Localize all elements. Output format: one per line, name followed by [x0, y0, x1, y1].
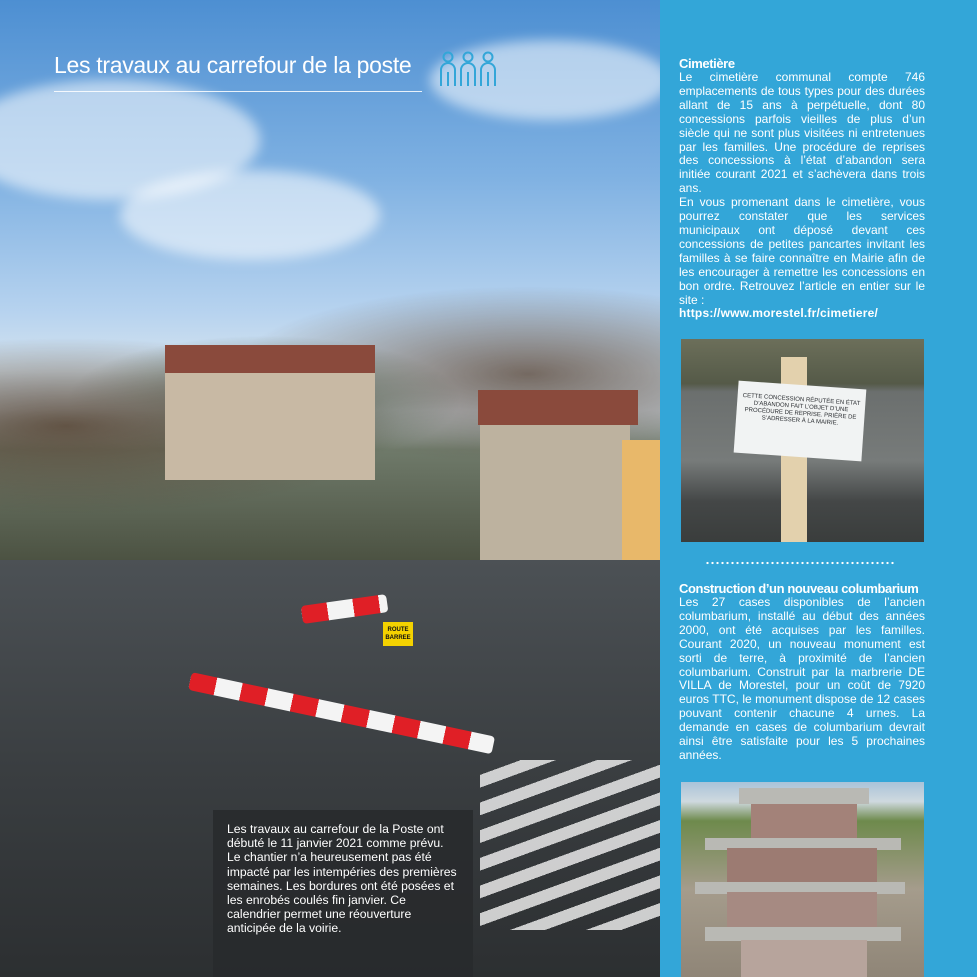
cemetery-sign-photo [681, 339, 924, 542]
columbarium-paragraph: Les 27 cases disponibles de l’ancien columbarium, installé au début des années 2000, ont été acquises par les familles. Courant 2020, un nouveau monument est sorti de terre, à proximité de l’ancien columbarium. Construit par la marbrerie DE VILLA de Morestel, pour un coût de 7920 euros TTC, le monument dispose de 12 cases pouvant contenir chacune 4 urnes. La demande en cases de columbarium devrait ainsi être satisfaite pour les 5 prochaines années. [679, 595, 925, 762]
cimetiere-url-link[interactable]: https://www.morestel.fr/cimetiere/ [679, 306, 879, 321]
people-group-icon [437, 50, 499, 88]
page-title: Les travaux au carrefour de la poste [54, 52, 422, 92]
columbarium-photo [681, 782, 924, 977]
route-barree-sign: ROUTE BARREE [383, 622, 413, 646]
abandoned-concession-sign: CETTE CONCESSION RÉPUTÉE EN ÉTAT D’ABANDON FAIT L’OBJET D’UNE PROCÉDURE DE REPRISE. PRIÈRE DE S’ADRESSER À LA MAIRIE. [734, 381, 867, 462]
cimetiere-title: Cimetière [679, 56, 735, 71]
cimetiere-section [679, 57, 925, 321]
cimetiere-paragraph-1: Le cimetière communal compte 746 emplacements de tous types pour des durées allant de 15 ans à perpétuelle, dont 80 concessions parfois vieilles de plus d’un siècle qui ne sont plus visitées ni entretenues par les familles. Une procédure de reprises des concessions à l’état d’abandon sera initiée courant 2021 et s’achèvera dans trois ans. [679, 70, 925, 196]
dotted-divider [705, 560, 895, 566]
columbarium-section [679, 582, 925, 763]
cimetiere-paragraph-2: En vous promenant dans le cimetière, vous pourrez constater que les services municipaux ont déposé devant ces concessions de petites pancartes invitant les familles à se faire connaître en Mairie afin de les encourager à remettre les concessions en bon ordre. Retrouvez l’article en entier sur le site : [679, 195, 925, 307]
columbarium-title: Construction d’un nouveau columbarium [679, 581, 919, 596]
photo-caption: Les travaux au carrefour de la Poste ont débuté le 11 janvier 2021 comme prévu. Le chantier n’a heureusement pas été impacté par les intempéries des premières semaines. Les bordures ont été posées et les enrobés coulés fin janvier. Ce calendrier permet une réouverture anticipée de la voirie. [213, 810, 473, 977]
